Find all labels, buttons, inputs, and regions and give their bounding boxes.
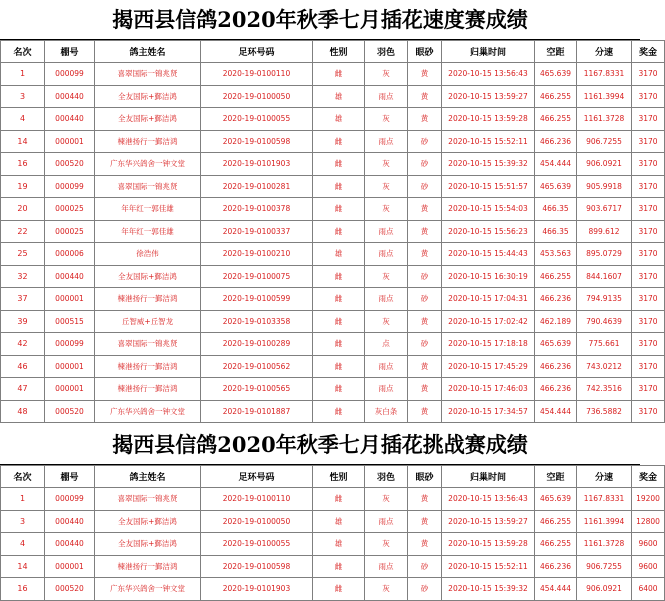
cell-arrival-time: 2020-10-15 17:46:03 <box>442 378 535 401</box>
cell-loft-id: 000025 <box>45 198 95 221</box>
cell-color: 雨点 <box>365 378 408 401</box>
cell-distance: 465.639 <box>535 175 577 198</box>
table-row <box>1 288 665 311</box>
cell-distance: 466.35 <box>535 220 577 243</box>
cell-speed: 906.7255 <box>577 555 632 578</box>
cell-speed: 1161.3994 <box>577 85 632 108</box>
cell-eye: 砂 <box>408 265 442 288</box>
cell-rank: 42 <box>1 333 45 356</box>
cell-arrival-time: 2020-10-15 13:59:28 <box>442 108 535 131</box>
cell-color: 雨点 <box>365 355 408 378</box>
header-eye: 眼砂 <box>408 41 442 63</box>
cell-eye: 黄 <box>408 400 442 423</box>
cell-loft-id: 000099 <box>45 488 95 511</box>
cell-arrival-time: 2020-10-15 15:54:03 <box>442 198 535 221</box>
cell-loft-id: 000001 <box>45 378 95 401</box>
cell-arrival-time: 2020-10-15 13:56:43 <box>442 63 535 86</box>
cell-owner-name: 全友国际+鄞洁鸿 <box>95 533 201 556</box>
cell-ring-number: 2020-19-0101903 <box>201 153 313 176</box>
cell-loft-id: 000520 <box>45 578 95 601</box>
cell-sex: 雄 <box>313 85 365 108</box>
table-row <box>1 400 665 423</box>
cell-owner-name: 喜翠国际一锦兆贤 <box>95 175 201 198</box>
cell-loft-id: 000440 <box>45 265 95 288</box>
cell-loft-id: 000001 <box>45 555 95 578</box>
cell-speed: 742.3516 <box>577 378 632 401</box>
cell-arrival-time: 2020-10-15 17:34:57 <box>442 400 535 423</box>
cell-owner-name: 楝港扬行一鄞洁鸿 <box>95 378 201 401</box>
table-row <box>1 153 665 176</box>
cell-ring-number: 2020-19-0100378 <box>201 198 313 221</box>
cell-ring-number: 2020-19-0100599 <box>201 288 313 311</box>
cell-distance: 466.255 <box>535 533 577 556</box>
table-row <box>1 378 665 401</box>
cell-color: 灰 <box>365 108 408 131</box>
cell-sex: 雌 <box>313 63 365 86</box>
cell-prize: 9600 <box>632 555 665 578</box>
cell-color: 点 <box>365 333 408 356</box>
cell-speed: 906.0921 <box>577 578 632 601</box>
cell-ring-number: 2020-19-0100050 <box>201 510 313 533</box>
cell-speed: 1161.3728 <box>577 108 632 131</box>
cell-rank: 19 <box>1 175 45 198</box>
cell-ring-number: 2020-19-0100337 <box>201 220 313 243</box>
cell-sex: 雄 <box>313 510 365 533</box>
cell-sex: 雄 <box>313 533 365 556</box>
cell-color: 灰 <box>365 153 408 176</box>
cell-rank: 20 <box>1 198 45 221</box>
cell-prize: 19200 <box>632 488 665 511</box>
cell-speed: 906.0921 <box>577 153 632 176</box>
cell-ring-number: 2020-19-0100598 <box>201 130 313 153</box>
header-color: 羽色 <box>365 41 408 63</box>
cell-arrival-time: 2020-10-15 15:39:32 <box>442 578 535 601</box>
header-owner-name: 鸽主姓名 <box>95 41 201 63</box>
cell-color: 灰 <box>365 198 408 221</box>
cell-distance: 466.35 <box>535 198 577 221</box>
cell-distance: 453.563 <box>535 243 577 266</box>
cell-sex: 雌 <box>313 378 365 401</box>
cell-speed: 1161.3994 <box>577 510 632 533</box>
header-loft-id: 棚号 <box>45 41 95 63</box>
cell-owner-name: 喜翠国际一锦兆贤 <box>95 63 201 86</box>
cell-rank: 22 <box>1 220 45 243</box>
cell-prize: 6400 <box>632 578 665 601</box>
header-color: 羽色 <box>365 466 408 488</box>
cell-loft-id: 000006 <box>45 243 95 266</box>
header-row <box>1 41 665 63</box>
cell-loft-id: 000099 <box>45 63 95 86</box>
table-row <box>1 510 665 533</box>
cell-prize: 3170 <box>632 108 665 131</box>
cell-loft-id: 000001 <box>45 288 95 311</box>
cell-color: 灰 <box>365 578 408 601</box>
cell-distance: 466.255 <box>535 265 577 288</box>
cell-distance: 466.236 <box>535 378 577 401</box>
cell-ring-number: 2020-19-0100289 <box>201 333 313 356</box>
cell-eye: 黄 <box>408 378 442 401</box>
cell-loft-id: 000440 <box>45 108 95 131</box>
cell-speed: 775.661 <box>577 333 632 356</box>
cell-speed: 903.6717 <box>577 198 632 221</box>
cell-rank: 1 <box>1 63 45 86</box>
header-arrival-time: 归巢时间 <box>442 466 535 488</box>
header-ring-number: 足环号码 <box>201 466 313 488</box>
cell-prize: 3170 <box>632 220 665 243</box>
cell-owner-name: 广东华兴鸽舍一钟文堂 <box>95 400 201 423</box>
cell-distance: 466.255 <box>535 108 577 131</box>
table-row <box>1 198 665 221</box>
cell-sex: 雌 <box>313 130 365 153</box>
cell-ring-number: 2020-19-0100565 <box>201 378 313 401</box>
cell-speed: 899.612 <box>577 220 632 243</box>
cell-prize: 3170 <box>632 198 665 221</box>
cell-eye: 砂 <box>408 578 442 601</box>
table-row <box>1 243 665 266</box>
cell-owner-name: 全友国际+鄞洁鸿 <box>95 510 201 533</box>
cell-distance: 466.255 <box>535 85 577 108</box>
cell-sex: 雌 <box>313 175 365 198</box>
cell-eye: 黄 <box>408 310 442 333</box>
cell-speed: 743.0212 <box>577 355 632 378</box>
table-row <box>1 355 665 378</box>
table-row <box>1 85 665 108</box>
table-row <box>1 488 665 511</box>
cell-loft-id: 000440 <box>45 533 95 556</box>
cell-prize: 3170 <box>632 288 665 311</box>
cell-owner-name: 楝港扬行一鄞洁鸿 <box>95 288 201 311</box>
cell-arrival-time: 2020-10-15 17:04:31 <box>442 288 535 311</box>
cell-color: 灰 <box>365 533 408 556</box>
cell-arrival-time: 2020-10-15 16:30:19 <box>442 265 535 288</box>
cell-rank: 47 <box>1 378 45 401</box>
cell-rank: 39 <box>1 310 45 333</box>
cell-sex: 雌 <box>313 355 365 378</box>
cell-distance: 466.236 <box>535 288 577 311</box>
cell-prize: 3170 <box>632 333 665 356</box>
cell-eye: 黄 <box>408 198 442 221</box>
table-row <box>1 533 665 556</box>
cell-speed: 906.7255 <box>577 130 632 153</box>
cell-speed: 844.1607 <box>577 265 632 288</box>
cell-sex: 雌 <box>313 555 365 578</box>
cell-rank: 4 <box>1 533 45 556</box>
header-prize: 奖金 <box>632 466 665 488</box>
cell-loft-id: 000001 <box>45 355 95 378</box>
cell-ring-number: 2020-19-0101903 <box>201 578 313 601</box>
cell-loft-id: 000515 <box>45 310 95 333</box>
cell-rank: 4 <box>1 108 45 131</box>
cell-ring-number: 2020-19-0100110 <box>201 488 313 511</box>
speed-race-title: 揭西县信鸽2020年秋季七月插花速度赛成绩 <box>0 0 640 40</box>
cell-rank: 16 <box>1 578 45 601</box>
cell-owner-name: 楝港扬行一鄞洁鸿 <box>95 130 201 153</box>
cell-eye: 砂 <box>408 288 442 311</box>
cell-rank: 46 <box>1 355 45 378</box>
cell-sex: 雄 <box>313 243 365 266</box>
cell-eye: 砂 <box>408 175 442 198</box>
header-row <box>1 466 665 488</box>
table-row <box>1 310 665 333</box>
cell-owner-name: 喜翠国际一锦兆贤 <box>95 333 201 356</box>
cell-arrival-time: 2020-10-15 13:59:27 <box>442 510 535 533</box>
cell-eye: 黄 <box>408 510 442 533</box>
cell-owner-name: 广东华兴鸽舍一钟文堂 <box>95 153 201 176</box>
cell-distance: 466.255 <box>535 510 577 533</box>
cell-prize: 3170 <box>632 243 665 266</box>
cell-distance: 465.639 <box>535 63 577 86</box>
cell-owner-name: 丘智威+丘智龙 <box>95 310 201 333</box>
cell-color: 雨点 <box>365 130 408 153</box>
cell-ring-number: 2020-19-0100281 <box>201 175 313 198</box>
cell-loft-id: 000440 <box>45 510 95 533</box>
cell-sex: 雌 <box>313 198 365 221</box>
table-row <box>1 220 665 243</box>
cell-arrival-time: 2020-10-15 15:52:11 <box>442 555 535 578</box>
cell-prize: 3170 <box>632 378 665 401</box>
cell-ring-number: 2020-19-0103358 <box>201 310 313 333</box>
cell-prize: 9600 <box>632 533 665 556</box>
cell-sex: 雌 <box>313 488 365 511</box>
cell-eye: 砂 <box>408 555 442 578</box>
cell-rank: 25 <box>1 243 45 266</box>
cell-eye: 黄 <box>408 108 442 131</box>
cell-loft-id: 000520 <box>45 153 95 176</box>
cell-arrival-time: 2020-10-15 17:02:42 <box>442 310 535 333</box>
cell-prize: 3170 <box>632 85 665 108</box>
cell-arrival-time: 2020-10-15 15:56:23 <box>442 220 535 243</box>
cell-eye: 黄 <box>408 533 442 556</box>
challenge-race-table <box>0 465 665 601</box>
cell-sex: 雌 <box>313 265 365 288</box>
cell-eye: 砂 <box>408 333 442 356</box>
cell-color: 灰 <box>365 175 408 198</box>
cell-sex: 雄 <box>313 108 365 131</box>
cell-sex: 雌 <box>313 578 365 601</box>
cell-color: 雨点 <box>365 85 408 108</box>
header-rank: 名次 <box>1 466 45 488</box>
challenge-race-title: 揭西县信鸽2020年秋季七月插花挑战赛成绩 <box>0 425 640 465</box>
cell-prize: 12800 <box>632 510 665 533</box>
header-loft-id: 棚号 <box>45 466 95 488</box>
cell-eye: 黄 <box>408 63 442 86</box>
cell-distance: 462.189 <box>535 310 577 333</box>
cell-arrival-time: 2020-10-15 13:59:28 <box>442 533 535 556</box>
cell-speed: 1161.3728 <box>577 533 632 556</box>
cell-owner-name: 年年红一郭佳雄 <box>95 198 201 221</box>
cell-loft-id: 000440 <box>45 85 95 108</box>
header-owner-name: 鸽主姓名 <box>95 466 201 488</box>
cell-rank: 3 <box>1 85 45 108</box>
cell-speed: 736.5882 <box>577 400 632 423</box>
cell-speed: 895.0729 <box>577 243 632 266</box>
cell-owner-name: 年年红一郭佳雄 <box>95 220 201 243</box>
cell-arrival-time: 2020-10-15 17:18:18 <box>442 333 535 356</box>
cell-rank: 14 <box>1 555 45 578</box>
cell-loft-id: 000025 <box>45 220 95 243</box>
cell-loft-id: 000520 <box>45 400 95 423</box>
cell-sex: 雌 <box>313 333 365 356</box>
cell-sex: 雌 <box>313 288 365 311</box>
header-eye: 眼砂 <box>408 466 442 488</box>
header-prize: 奖金 <box>632 41 665 63</box>
cell-ring-number: 2020-19-0100110 <box>201 63 313 86</box>
table-row <box>1 555 665 578</box>
table-row <box>1 130 665 153</box>
cell-eye: 黄 <box>408 220 442 243</box>
cell-owner-name: 楝港扬行一鄞洁鸿 <box>95 355 201 378</box>
cell-color: 灰 <box>365 488 408 511</box>
cell-prize: 3170 <box>632 130 665 153</box>
cell-distance: 465.639 <box>535 488 577 511</box>
cell-eye: 黄 <box>408 85 442 108</box>
speed-race-table <box>0 40 665 423</box>
cell-prize: 3170 <box>632 265 665 288</box>
header-ring-number: 足环号码 <box>201 41 313 63</box>
cell-owner-name: 楝港扬行一鄞洁鸿 <box>95 555 201 578</box>
cell-color: 灰 <box>365 63 408 86</box>
cell-prize: 3170 <box>632 400 665 423</box>
header-distance: 空距 <box>535 466 577 488</box>
header-arrival-time: 归巢时间 <box>442 41 535 63</box>
cell-sex: 雌 <box>313 220 365 243</box>
cell-distance: 454.444 <box>535 400 577 423</box>
cell-ring-number: 2020-19-0100562 <box>201 355 313 378</box>
cell-ring-number: 2020-19-0100598 <box>201 555 313 578</box>
cell-rank: 3 <box>1 510 45 533</box>
table-row <box>1 63 665 86</box>
cell-sex: 雌 <box>313 400 365 423</box>
cell-distance: 466.236 <box>535 555 577 578</box>
cell-color: 灰白条 <box>365 400 408 423</box>
cell-ring-number: 2020-19-0100050 <box>201 85 313 108</box>
cell-speed: 794.9135 <box>577 288 632 311</box>
cell-arrival-time: 2020-10-15 15:44:43 <box>442 243 535 266</box>
cell-rank: 14 <box>1 130 45 153</box>
cell-speed: 905.9918 <box>577 175 632 198</box>
cell-prize: 3170 <box>632 153 665 176</box>
cell-color: 灰 <box>365 310 408 333</box>
cell-ring-number: 2020-19-0100055 <box>201 533 313 556</box>
cell-rank: 16 <box>1 153 45 176</box>
cell-owner-name: 徐浩伟 <box>95 243 201 266</box>
cell-owner-name: 喜翠国际一锦兆贤 <box>95 488 201 511</box>
cell-speed: 1167.8331 <box>577 63 632 86</box>
cell-sex: 雌 <box>313 310 365 333</box>
cell-arrival-time: 2020-10-15 15:52:11 <box>442 130 535 153</box>
cell-owner-name: 全友国际+鄞洁鸿 <box>95 108 201 131</box>
header-sex: 性别 <box>313 466 365 488</box>
header-distance: 空距 <box>535 41 577 63</box>
table-row <box>1 265 665 288</box>
cell-eye: 砂 <box>408 130 442 153</box>
cell-owner-name: 广东华兴鸽舍一钟文堂 <box>95 578 201 601</box>
cell-distance: 466.236 <box>535 355 577 378</box>
cell-eye: 砂 <box>408 153 442 176</box>
cell-ring-number: 2020-19-0100210 <box>201 243 313 266</box>
cell-loft-id: 000099 <box>45 333 95 356</box>
table-row <box>1 175 665 198</box>
cell-sex: 雌 <box>313 153 365 176</box>
cell-speed: 1167.8331 <box>577 488 632 511</box>
cell-color: 灰 <box>365 265 408 288</box>
cell-prize: 3170 <box>632 63 665 86</box>
cell-eye: 黄 <box>408 488 442 511</box>
header-speed: 分速 <box>577 466 632 488</box>
cell-color: 雨点 <box>365 510 408 533</box>
cell-ring-number: 2020-19-0100075 <box>201 265 313 288</box>
cell-rank: 48 <box>1 400 45 423</box>
cell-prize: 3170 <box>632 175 665 198</box>
cell-arrival-time: 2020-10-15 15:39:32 <box>442 153 535 176</box>
cell-speed: 790.4639 <box>577 310 632 333</box>
cell-owner-name: 全友国际+鄞洁鸿 <box>95 265 201 288</box>
cell-distance: 466.236 <box>535 130 577 153</box>
header-sex: 性别 <box>313 41 365 63</box>
cell-arrival-time: 2020-10-15 17:45:29 <box>442 355 535 378</box>
cell-ring-number: 2020-19-0100055 <box>201 108 313 131</box>
cell-prize: 3170 <box>632 355 665 378</box>
cell-distance: 454.444 <box>535 578 577 601</box>
table-row <box>1 578 665 601</box>
cell-eye: 黄 <box>408 355 442 378</box>
cell-color: 雨点 <box>365 555 408 578</box>
header-rank: 名次 <box>1 41 45 63</box>
cell-rank: 32 <box>1 265 45 288</box>
cell-distance: 465.639 <box>535 333 577 356</box>
cell-owner-name: 全友国际+鄞洁鸿 <box>95 85 201 108</box>
cell-loft-id: 000099 <box>45 175 95 198</box>
cell-distance: 454.444 <box>535 153 577 176</box>
header-speed: 分速 <box>577 41 632 63</box>
cell-rank: 1 <box>1 488 45 511</box>
cell-arrival-time: 2020-10-15 13:59:27 <box>442 85 535 108</box>
cell-color: 雨点 <box>365 288 408 311</box>
table-row <box>1 333 665 356</box>
cell-color: 雨点 <box>365 243 408 266</box>
cell-eye: 黄 <box>408 243 442 266</box>
cell-color: 雨点 <box>365 220 408 243</box>
table-row <box>1 108 665 131</box>
cell-ring-number: 2020-19-0101887 <box>201 400 313 423</box>
cell-arrival-time: 2020-10-15 13:56:43 <box>442 488 535 511</box>
cell-loft-id: 000001 <box>45 130 95 153</box>
cell-arrival-time: 2020-10-15 15:51:57 <box>442 175 535 198</box>
cell-rank: 37 <box>1 288 45 311</box>
cell-prize: 3170 <box>632 310 665 333</box>
